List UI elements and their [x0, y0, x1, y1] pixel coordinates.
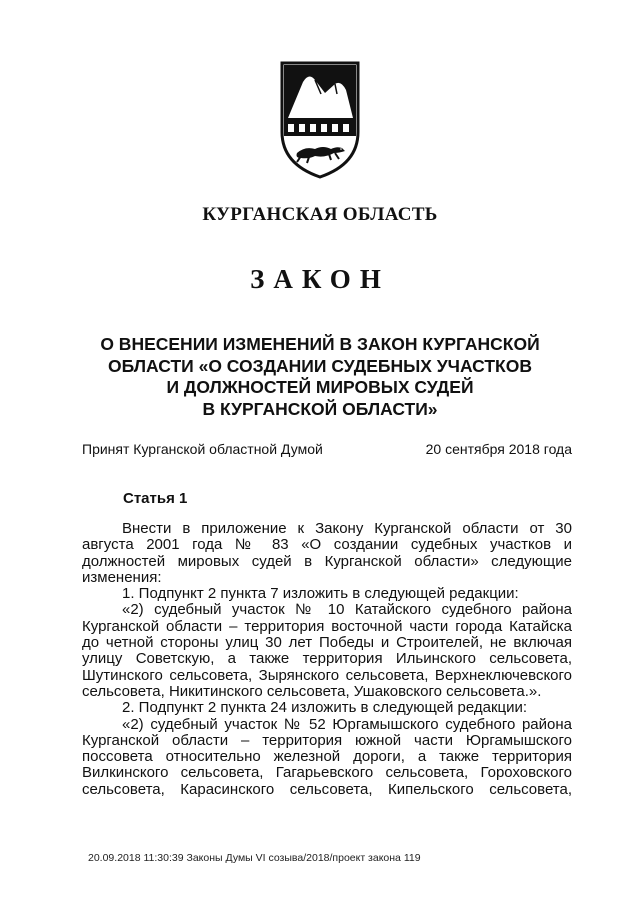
- body-paragraph: 1. Подпункт 2 пункта 7 изложить в следующей редакции:: [122, 585, 519, 603]
- coat-of-arms-icon: [279, 60, 361, 180]
- law-title: [0, 334, 640, 420]
- law-title-line: ОБЛАСТИ «О СОЗДАНИИ СУДЕБНЫХ УЧАСТКОВ: [108, 355, 532, 376]
- body-paragraph: «2) судебный участок № 52 Юргамышского судебного района Курганской области – территория южной части Юргамышского поссовета относительно железной дороги, а также территория Вилкинского сельсовета, Гагарьевского сельсовета, Гороховского сельсовета, Карасинского сельсовета, Кипельского сельсовета,: [82, 715, 572, 798]
- document-type: ЗАКОН: [250, 264, 390, 294]
- article-heading: Статья 1: [123, 490, 188, 507]
- law-title-line: И ДОЛЖНОСТЕЙ МИРОВЫХ СУДЕЙ: [166, 377, 474, 397]
- law-title-line: В КУРГАНСКОЙ ОБЛАСТИ»: [202, 398, 438, 419]
- adopted-by: Принят Курганской областной Думой: [82, 441, 323, 457]
- footer-stamp: 20.09.2018 11:30:39 Законы Думы VI созыва/2018/проект закона 119: [88, 852, 421, 864]
- body-paragraph: «2) судебный участок № 10 Катайского судебного района Курганской области – территория восточной части города Катайска до четной стороны улиц 30 лет Победы и Строителей, не включая улицу Советскую, а также территория Ильинского сельсовета, Шутинского сельсовета, Зырянского сельсовета, Верхнеключевского сельсовета, Никитинского сельсовета, Ушаковского сельсовета.».: [82, 601, 572, 700]
- body-paragraph: 2. Подпункт 2 пункта 24 изложить в следующей редакции:: [122, 699, 528, 717]
- adoption-date: 20 сентября 2018 года: [425, 441, 572, 457]
- adoption-line: [82, 441, 572, 457]
- body-paragraph: Внести в приложение к Закону Курганской области от 30 августа 2001 года № 83 «О создании судебных участков и должностей мировых судей в Курганской области» следующие изменения:: [82, 520, 572, 586]
- law-title-line: О ВНЕСЕНИИ ИЗМЕНЕНИЙ В ЗАКОН КУРГАНСКОЙ: [100, 334, 540, 354]
- region-title: КУРГАНСКАЯ ОБЛАСТЬ: [202, 204, 438, 225]
- article-body: [82, 521, 572, 798]
